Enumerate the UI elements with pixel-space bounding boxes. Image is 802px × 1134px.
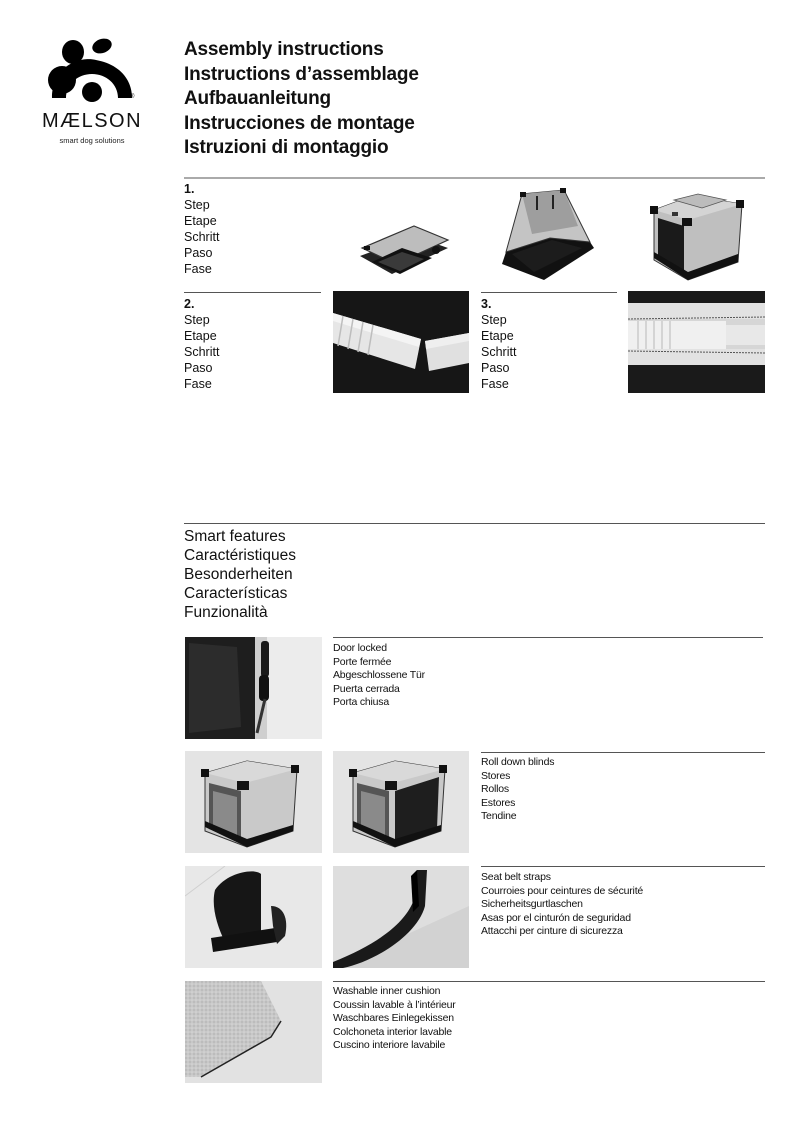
features-title-fr: Caractéristiques	[184, 547, 296, 564]
title-en: Assembly instructions	[184, 39, 384, 60]
brand-tagline: smart dog solutions	[59, 136, 125, 145]
step-label-es: Paso	[184, 246, 213, 260]
features-title	[184, 527, 296, 622]
features-title-it: Funzionalità	[184, 604, 268, 621]
feature-label-it: Porta chiusa	[333, 696, 389, 708]
tube-inserted-photo	[628, 291, 765, 393]
feature-label-en: Roll down blinds	[481, 756, 555, 768]
feature-label-en: Washable inner cushion	[333, 985, 441, 997]
feature-label-de: Sicherheitsgurtlaschen	[481, 898, 583, 910]
feature-label-it: Attacchi per cinture di sicurezza	[481, 925, 623, 937]
step-label-fr: Etape	[481, 329, 514, 343]
step-label-it: Fase	[184, 262, 212, 276]
step-3-label	[481, 296, 516, 392]
feature-label-es: Puerta cerrada	[333, 682, 400, 695]
step-number: 3.	[481, 297, 492, 311]
assembled-crate-photo	[648, 188, 748, 282]
crate-blinds-down-photo	[333, 751, 469, 853]
title-it: Istruzioni di montaggio	[184, 137, 389, 158]
feature-label-it: Tendine	[481, 810, 517, 822]
features-title-es: Características	[184, 585, 288, 602]
feature-washable-cushion	[333, 985, 456, 1053]
folded-crate-photo	[352, 218, 452, 286]
divider	[333, 981, 765, 982]
feature-label-es: Asas por el cinturón de seguridad	[481, 911, 631, 924]
divider	[481, 292, 617, 293]
divider	[184, 523, 765, 524]
title-es: Instrucciones de montage	[184, 112, 415, 134]
tube-connection-photo	[333, 291, 469, 393]
door-locked-photo	[185, 637, 322, 739]
feature-label-fr: Stores	[481, 769, 511, 782]
step-label-es: Paso	[481, 361, 510, 375]
divider	[184, 292, 321, 293]
title-de: Aufbauanleitung	[184, 88, 331, 109]
seat-belt-buckle-photo	[185, 866, 322, 968]
feature-seat-belt-straps	[481, 871, 643, 939]
crate-blinds-up-photo	[185, 751, 322, 853]
feature-label-es: Colchoneta interior lavable	[333, 1025, 452, 1038]
step-number: 2.	[184, 297, 195, 311]
step-2-label	[184, 296, 219, 392]
divider	[481, 752, 765, 753]
feature-label-de: Waschbares Einlegekissen	[333, 1012, 454, 1024]
feature-label-es: Estores	[481, 796, 516, 809]
features-title-en: Smart features	[184, 528, 286, 545]
step-label-it: Fase	[481, 377, 509, 391]
feature-label-de: Rollos	[481, 783, 509, 795]
feature-label-fr: Porte fermée	[333, 655, 392, 668]
divider	[184, 177, 765, 179]
divider	[333, 637, 763, 638]
feature-door-locked	[333, 642, 425, 710]
features-title-de: Besonderheiten	[184, 566, 293, 583]
feature-label-fr: Coussin lavable à l’intérieur	[333, 998, 456, 1011]
feature-label-de: Abgeschlossene Tür	[333, 669, 425, 681]
washable-cushion-photo	[185, 981, 322, 1083]
feature-label-en: Seat belt straps	[481, 871, 551, 883]
step-label-fr: Etape	[184, 214, 217, 228]
step-label-it: Fase	[184, 377, 212, 391]
title-fr: Instructions d’assemblage	[184, 63, 419, 85]
feature-label-en: Door locked	[333, 642, 387, 654]
step-label-de: Schritt	[184, 230, 220, 244]
step-label-en: Step	[481, 313, 507, 327]
feature-roll-down-blinds	[481, 756, 554, 824]
step-label-es: Paso	[184, 361, 213, 375]
feature-label-fr: Courroies pour ceintures de sécurité	[481, 884, 644, 897]
step-label-en: Step	[184, 313, 210, 327]
dog-logo-icon	[40, 38, 144, 110]
step-label-de: Schritt	[481, 345, 517, 359]
seat-belt-strap-photo	[333, 866, 469, 968]
step-label-en: Step	[184, 198, 210, 212]
page-title	[184, 38, 419, 161]
brand-name: MÆLSON	[41, 110, 143, 132]
svg-text:®: ®	[130, 94, 135, 100]
step-label-de: Schritt	[184, 345, 220, 359]
half-opened-crate-photo	[498, 186, 596, 282]
step-1-label	[184, 181, 219, 277]
feature-label-it: Cuscino interiore lavabile	[333, 1039, 446, 1051]
step-number: 1.	[184, 182, 195, 196]
step-label-fr: Etape	[184, 329, 217, 343]
divider	[481, 866, 765, 867]
